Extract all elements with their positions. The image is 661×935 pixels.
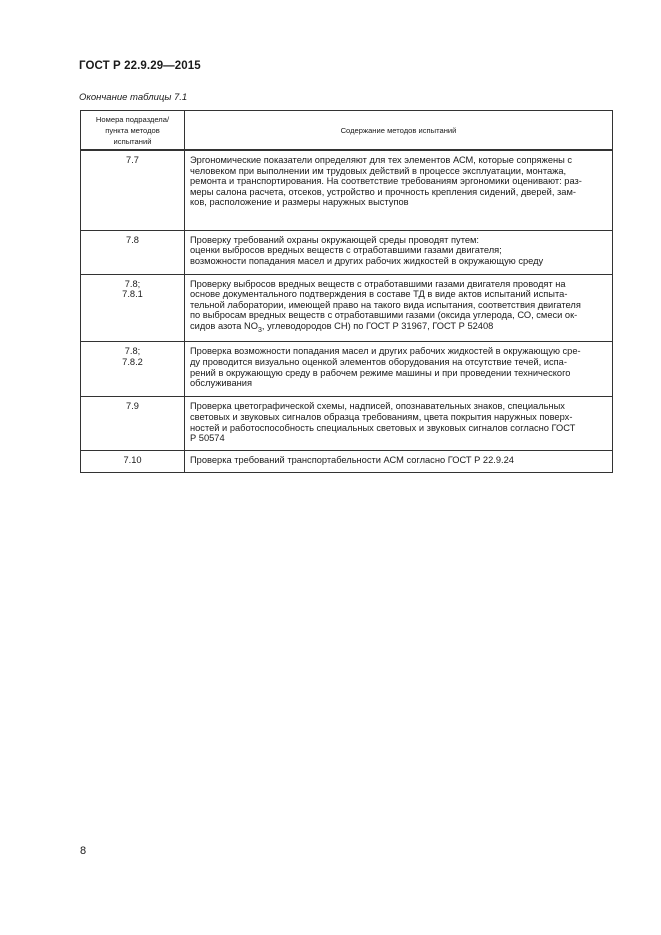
row-content-line: меры салона расчета, отсеков, устройство и прочность крепления сидений, дверей, зам- [190, 186, 576, 197]
row-number-line: 7.10 [123, 455, 142, 466]
row-content-line: основе документального подтверждения в составе ТД в виде актов испытаний испыта- [190, 289, 568, 300]
row-content-line: обслуживания [190, 378, 252, 389]
row-content-line: рений в окружающую среду в рабочем режиме машины и при проведении технического [190, 367, 571, 378]
row-content-line: человеком при выполнении им трудовых действий в процессе эксплуатации, монтажа, [190, 165, 567, 176]
row-content [185, 451, 613, 473]
row-number-line: 7.8 [126, 234, 139, 245]
row-content-line: ду проводится визуально оценкой элементов оборудования на отсутствие течей, испа- [190, 356, 567, 367]
row-content-line: световых и звуковых сигналов образца требованиям, цвета покрытия наружных поверх- [190, 411, 573, 422]
row-content [185, 274, 613, 342]
chemical-formula-subscript: 3 [258, 326, 262, 334]
row-content-line: Проверку требований охраны окружающей среды проводят путем: [190, 234, 479, 245]
row-content-line: оценки выбросов вредных веществ с отработавшими газами двигателя; [190, 245, 502, 256]
row-number [81, 397, 185, 451]
row-content-line: тельной лаборатории, имеющей право на такого вида испытания, соответствия двигателя [190, 299, 581, 310]
row-number-line: 7.8.2 [122, 356, 143, 367]
row-content-line: Р 50574 [190, 433, 225, 444]
column-header-content: Содержание методов испытаний [185, 111, 613, 151]
row-content-line [190, 321, 607, 336]
row-number-line: 7.9 [126, 401, 139, 412]
row-number [81, 230, 185, 274]
row-number [81, 274, 185, 342]
column-header-number [81, 111, 185, 151]
row-content-line: Проверка цветографической схемы, надписей, опознавательных знаков, специальных [190, 401, 565, 412]
row-content-line: Эргономические показатели определяют для тех элементов АСМ, которые сопряжены с [190, 155, 573, 165]
row-content-line: возможности попадания масел и других рабочих жидкостей в окружающую среду [190, 255, 544, 266]
row-content [185, 230, 613, 274]
row-number-line: 7.8.1 [122, 289, 143, 300]
document-designation: ГОСТ Р 22.9.29—2015 [79, 60, 201, 72]
row-content [185, 397, 613, 451]
chemical-formula-base: сидов азота NO [190, 320, 259, 331]
table-row [81, 397, 613, 451]
page-number: 8 [80, 845, 87, 857]
table-row [81, 451, 613, 473]
row-content-line: ков, расположение и размеры наружных выступов [190, 197, 409, 208]
column-header-number-line: Номера подраздела/ [95, 114, 170, 124]
row-content-line: ремонта и транспортирования. На соответствие требованиям эргономики оценивают: раз- [190, 176, 582, 187]
row-number [81, 342, 185, 397]
row-content-line: Проверку выбросов вредных веществ с отработавшими газами двигателя проводят на [190, 278, 566, 289]
row-content-line: Проверка возможности попадания масел и других рабочих жидкостей в окружающую сре- [190, 346, 581, 357]
row-content [185, 342, 613, 397]
row-content-line: ностей и работоспособность специальных световых и звуковых сигналов согласно ГОСТ [190, 422, 576, 433]
row-number-line: 7.7 [126, 155, 139, 165]
table-row [81, 342, 613, 397]
column-header-number-line: пункта методов [105, 125, 160, 135]
row-content-line: по выбросам вредных веществ с отработавшими газами (оксида углерода, СО, смеси ок- [190, 310, 578, 321]
row-number-line: 7.8; [124, 278, 141, 289]
test-methods-table [80, 110, 613, 473]
table-header-row [81, 111, 613, 151]
row-content [185, 150, 613, 230]
table-row [81, 150, 613, 230]
table-row [81, 230, 613, 274]
table-caption: Окончание таблицы 7.1 [79, 92, 188, 103]
column-header-number-line: испытаний [113, 136, 152, 146]
row-number-line: 7.8; [124, 346, 141, 357]
row-content-line-tail: , углеводородов СН) по ГОСТ Р 31967, ГОСТ Р 52408 [261, 320, 494, 331]
row-number [81, 150, 185, 230]
table-row [81, 274, 613, 342]
row-number [81, 451, 185, 473]
row-content-line: Проверка требований транспортабельности АСМ согласно ГОСТ Р 22.9.24 [190, 455, 514, 466]
